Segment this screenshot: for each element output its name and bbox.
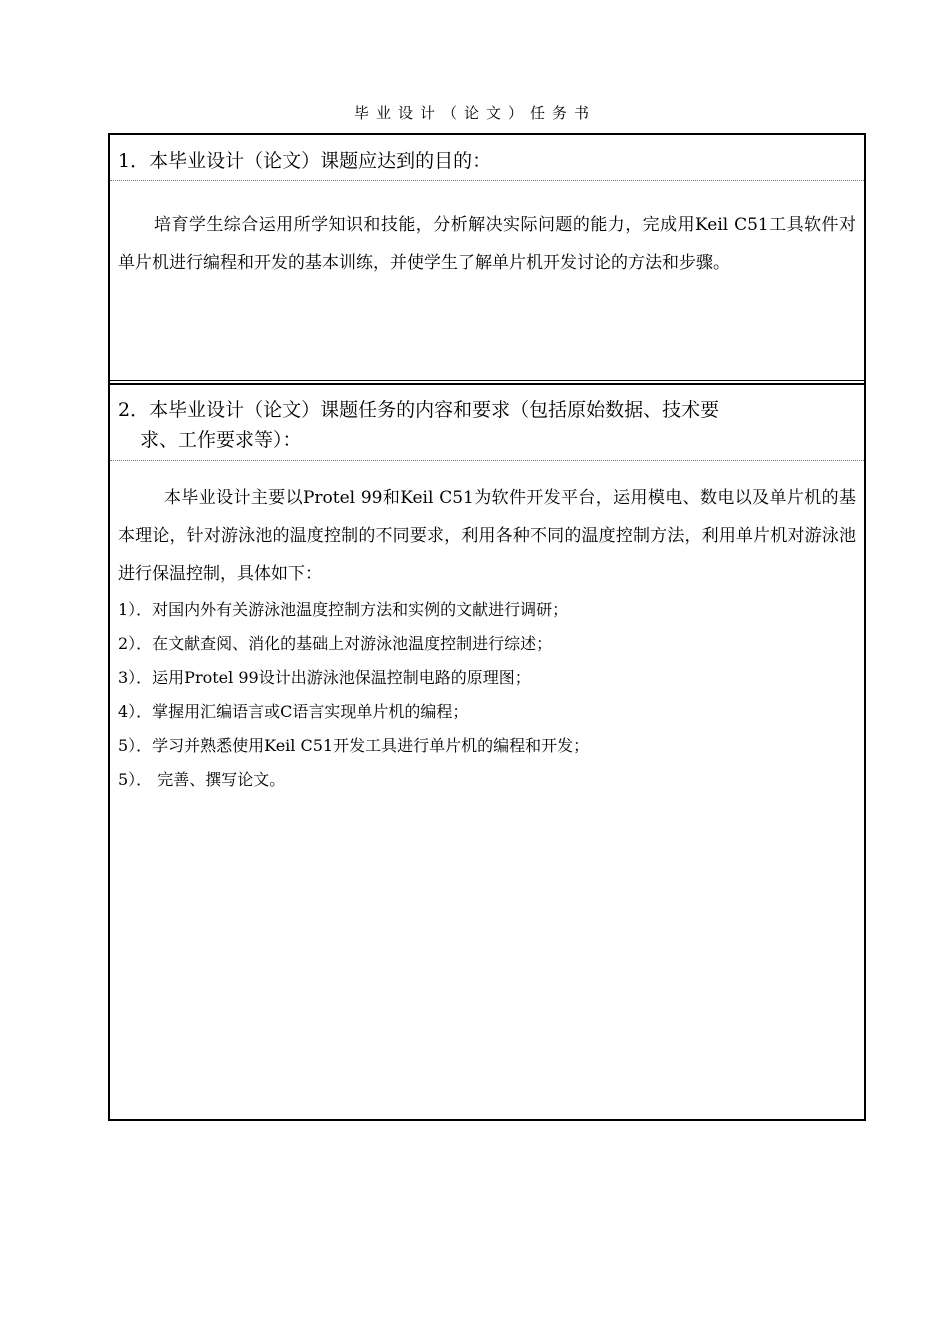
section-purpose xyxy=(110,135,864,385)
section-purpose-body: 培育学生综合运用所学知识和技能，分析解决实际问题的能力，完成用Keil C51工具软件对单片机进行编程和开发的基本训练，并使学生了解单片机开发讨论的方法和步骤。 xyxy=(118,215,856,273)
section-requirements-intro: 本毕业设计主要以Protel 99和Keil C51为软件开发平台，运用模电、数电以及单片机的基本理论，针对游泳池的温度控制的不同要求，利用各种不同的温度控制方法，利用单片机对游泳池进行保温控制，具体如下： xyxy=(118,488,856,584)
section-requirements xyxy=(110,385,864,1119)
section-requirements-title-line2: 求、工作要求等）： xyxy=(140,429,302,451)
section-purpose-title: 1．本毕业设计（论文）课题应达到的目的： xyxy=(110,135,864,181)
list-item: 5）． 完善、撰写论文。 xyxy=(118,770,286,789)
section-requirements-title-line1: 2．本毕业设计（论文）课题任务的内容和要求（包括原始数据、技术要 xyxy=(118,399,720,421)
list-item: 4）．掌握用汇编语言或C语言实现单片机的编程； xyxy=(118,702,469,721)
section-requirements-title xyxy=(110,385,864,461)
list-item: 1）．对国内外有关游泳池温度控制方法和实例的文献进行调研； xyxy=(118,600,569,619)
list-item: 2）．在文献查阅、消化的基础上对游泳池温度控制进行综述； xyxy=(118,634,553,653)
list-item: 3）．运用Protel 99设计出游泳池保温控制电路的原理图； xyxy=(118,668,531,687)
task-table xyxy=(108,133,866,1121)
divider xyxy=(110,380,864,381)
document-header: 毕业设计（论文）任务书 xyxy=(353,104,596,122)
list-item: 5）．学习并熟悉使用Keil C51开发工具进行单片机的编程和开发； xyxy=(118,736,590,755)
requirements-list xyxy=(110,593,864,797)
